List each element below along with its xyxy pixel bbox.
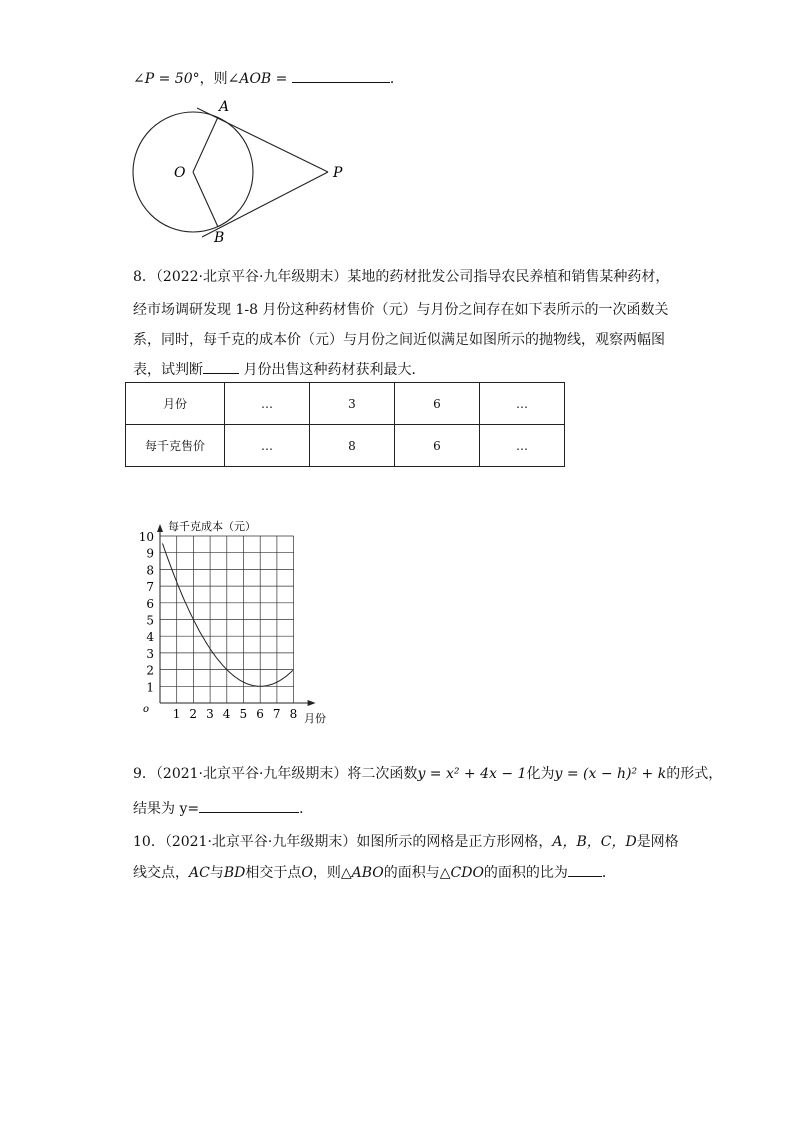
q7-angle-p: ∠P = 50°: [133, 71, 200, 87]
q7-answer-line: [133, 68, 404, 88]
y-axis-arrow: [157, 524, 163, 532]
q9-line-2: [133, 798, 313, 818]
q10-points: A，B，C，D: [552, 834, 637, 850]
q9-mid: 化为: [526, 766, 555, 782]
y-tick-label: 7: [146, 580, 154, 595]
q10-line1a: 10．（2021·北京平谷·九年级期末）如图所示的网格是正方形网格，: [133, 834, 553, 850]
x-tick-label: 6: [256, 707, 264, 721]
q9-answer-blank: [199, 798, 299, 813]
y-tick-label: 3: [146, 646, 154, 661]
q10-cdo: △CDO: [439, 865, 484, 881]
table-cell: 6: [395, 425, 480, 467]
x-tick-label: 7: [272, 707, 281, 721]
x-tick-label: 1: [172, 707, 181, 721]
tangent-pa: [197, 108, 328, 172]
q10-area1: 的面积与: [383, 865, 440, 881]
q10-with: 与: [209, 865, 224, 881]
chart-axes: [157, 524, 316, 706]
q10-line1b: 是网格: [636, 834, 679, 850]
y-tick-label: 8: [146, 563, 154, 578]
q10-o: O: [301, 865, 313, 881]
y-tick-label: 2: [146, 663, 154, 678]
label-o: O: [174, 165, 186, 181]
table-row: [126, 383, 565, 425]
q8-cost-chart: [120, 515, 360, 730]
y-tick-label: 6: [146, 596, 154, 611]
q10-area2: 的面积的比为: [483, 865, 568, 881]
y-tick-label: 10: [138, 530, 154, 544]
segment-oa: [193, 117, 218, 172]
table-cell: …: [225, 425, 310, 467]
cost-parabola: [163, 543, 293, 686]
label-p: P: [333, 165, 343, 181]
table-cell: 月份: [126, 383, 225, 425]
q7-angle-aob: ∠AOB =: [227, 71, 288, 87]
q9-line-1: [133, 763, 722, 783]
y-tick-label: 9: [146, 546, 154, 561]
q9-expr1: y = x² + 4x − 1: [417, 766, 527, 782]
q9-end: ．: [299, 801, 314, 817]
q10-line-1: [133, 831, 679, 851]
q8-answer-blank: [203, 359, 239, 374]
table-cell: 3: [310, 383, 395, 425]
x-tick-label: 3: [206, 707, 214, 721]
q9-suffix: 的形式，: [666, 766, 723, 782]
q8-line-1: 8．（2022·北京平谷·九年级期末）某地的药材批发公司指导农民养植和销售某种药材，: [133, 269, 670, 285]
q10-answer-blank: [568, 862, 602, 877]
q10-meet: 相交于点: [245, 865, 302, 881]
table-cell: 8: [310, 425, 395, 467]
label-b: B: [214, 230, 225, 246]
table-cell: 6: [395, 383, 480, 425]
q10-line2a: 线交点，: [133, 865, 189, 881]
q8-line-2: 经市场调研发现 1-8 月份这种药材售价（元）与月份之间存在如下表所示的一次函数关: [133, 302, 669, 318]
segment-ob: [193, 172, 218, 227]
x-tick-label: 8: [289, 707, 298, 721]
chart-xlabel: 月份: [304, 712, 326, 725]
chart-ticks: [139, 530, 298, 721]
table-row: [126, 425, 565, 467]
chart-grid: [160, 536, 294, 703]
label-a: A: [219, 99, 230, 115]
x-tick-label: 5: [239, 707, 248, 721]
table-cell: …: [480, 425, 565, 467]
tangent-pb: [202, 172, 328, 237]
q8-price-table: [125, 382, 565, 467]
q10-end: ．: [601, 865, 616, 881]
q8-line-4b: 月份出售这种药材获利最大．: [239, 362, 426, 378]
table-cell: 每千克售价: [126, 425, 225, 467]
chart-origin-label: o: [143, 704, 150, 715]
q8-line-4: [133, 359, 425, 379]
q7-end: ．: [389, 71, 404, 87]
q10-ac: AC: [189, 865, 210, 881]
q10-abo: △ABO: [340, 865, 384, 881]
chart-title: 每千克成本（元）: [168, 520, 256, 533]
y-tick-label: 1: [146, 680, 154, 695]
x-axis-arrow: [308, 700, 316, 706]
x-tick-label: 4: [222, 707, 231, 721]
q7-then: ，则: [199, 71, 228, 87]
y-tick-label: 5: [146, 613, 154, 628]
q10-line-2: [133, 862, 616, 882]
q8-line-3: 系，同时，每千克的成本价（元）与月份之间近似满足如图所示的抛物线，观察两幅图: [133, 332, 665, 348]
table-cell: …: [225, 383, 310, 425]
q7-answer-blank: [292, 68, 390, 83]
x-tick-label: 2: [189, 707, 198, 721]
q8-line-4a: 表，试判断: [133, 362, 203, 378]
q9-prefix: 9．（2021·北京平谷·九年级期末）将二次函数: [133, 766, 418, 782]
y-tick-label: 4: [146, 630, 154, 645]
q9-expr2: y = (x − h)² + k: [554, 766, 667, 782]
table-cell: …: [480, 383, 565, 425]
q10-bd: BD: [223, 865, 246, 881]
q10-then: ，则: [312, 865, 341, 881]
q9-line2-text: 结果为 y=: [133, 801, 200, 817]
q7-circle-figure: [125, 95, 355, 250]
